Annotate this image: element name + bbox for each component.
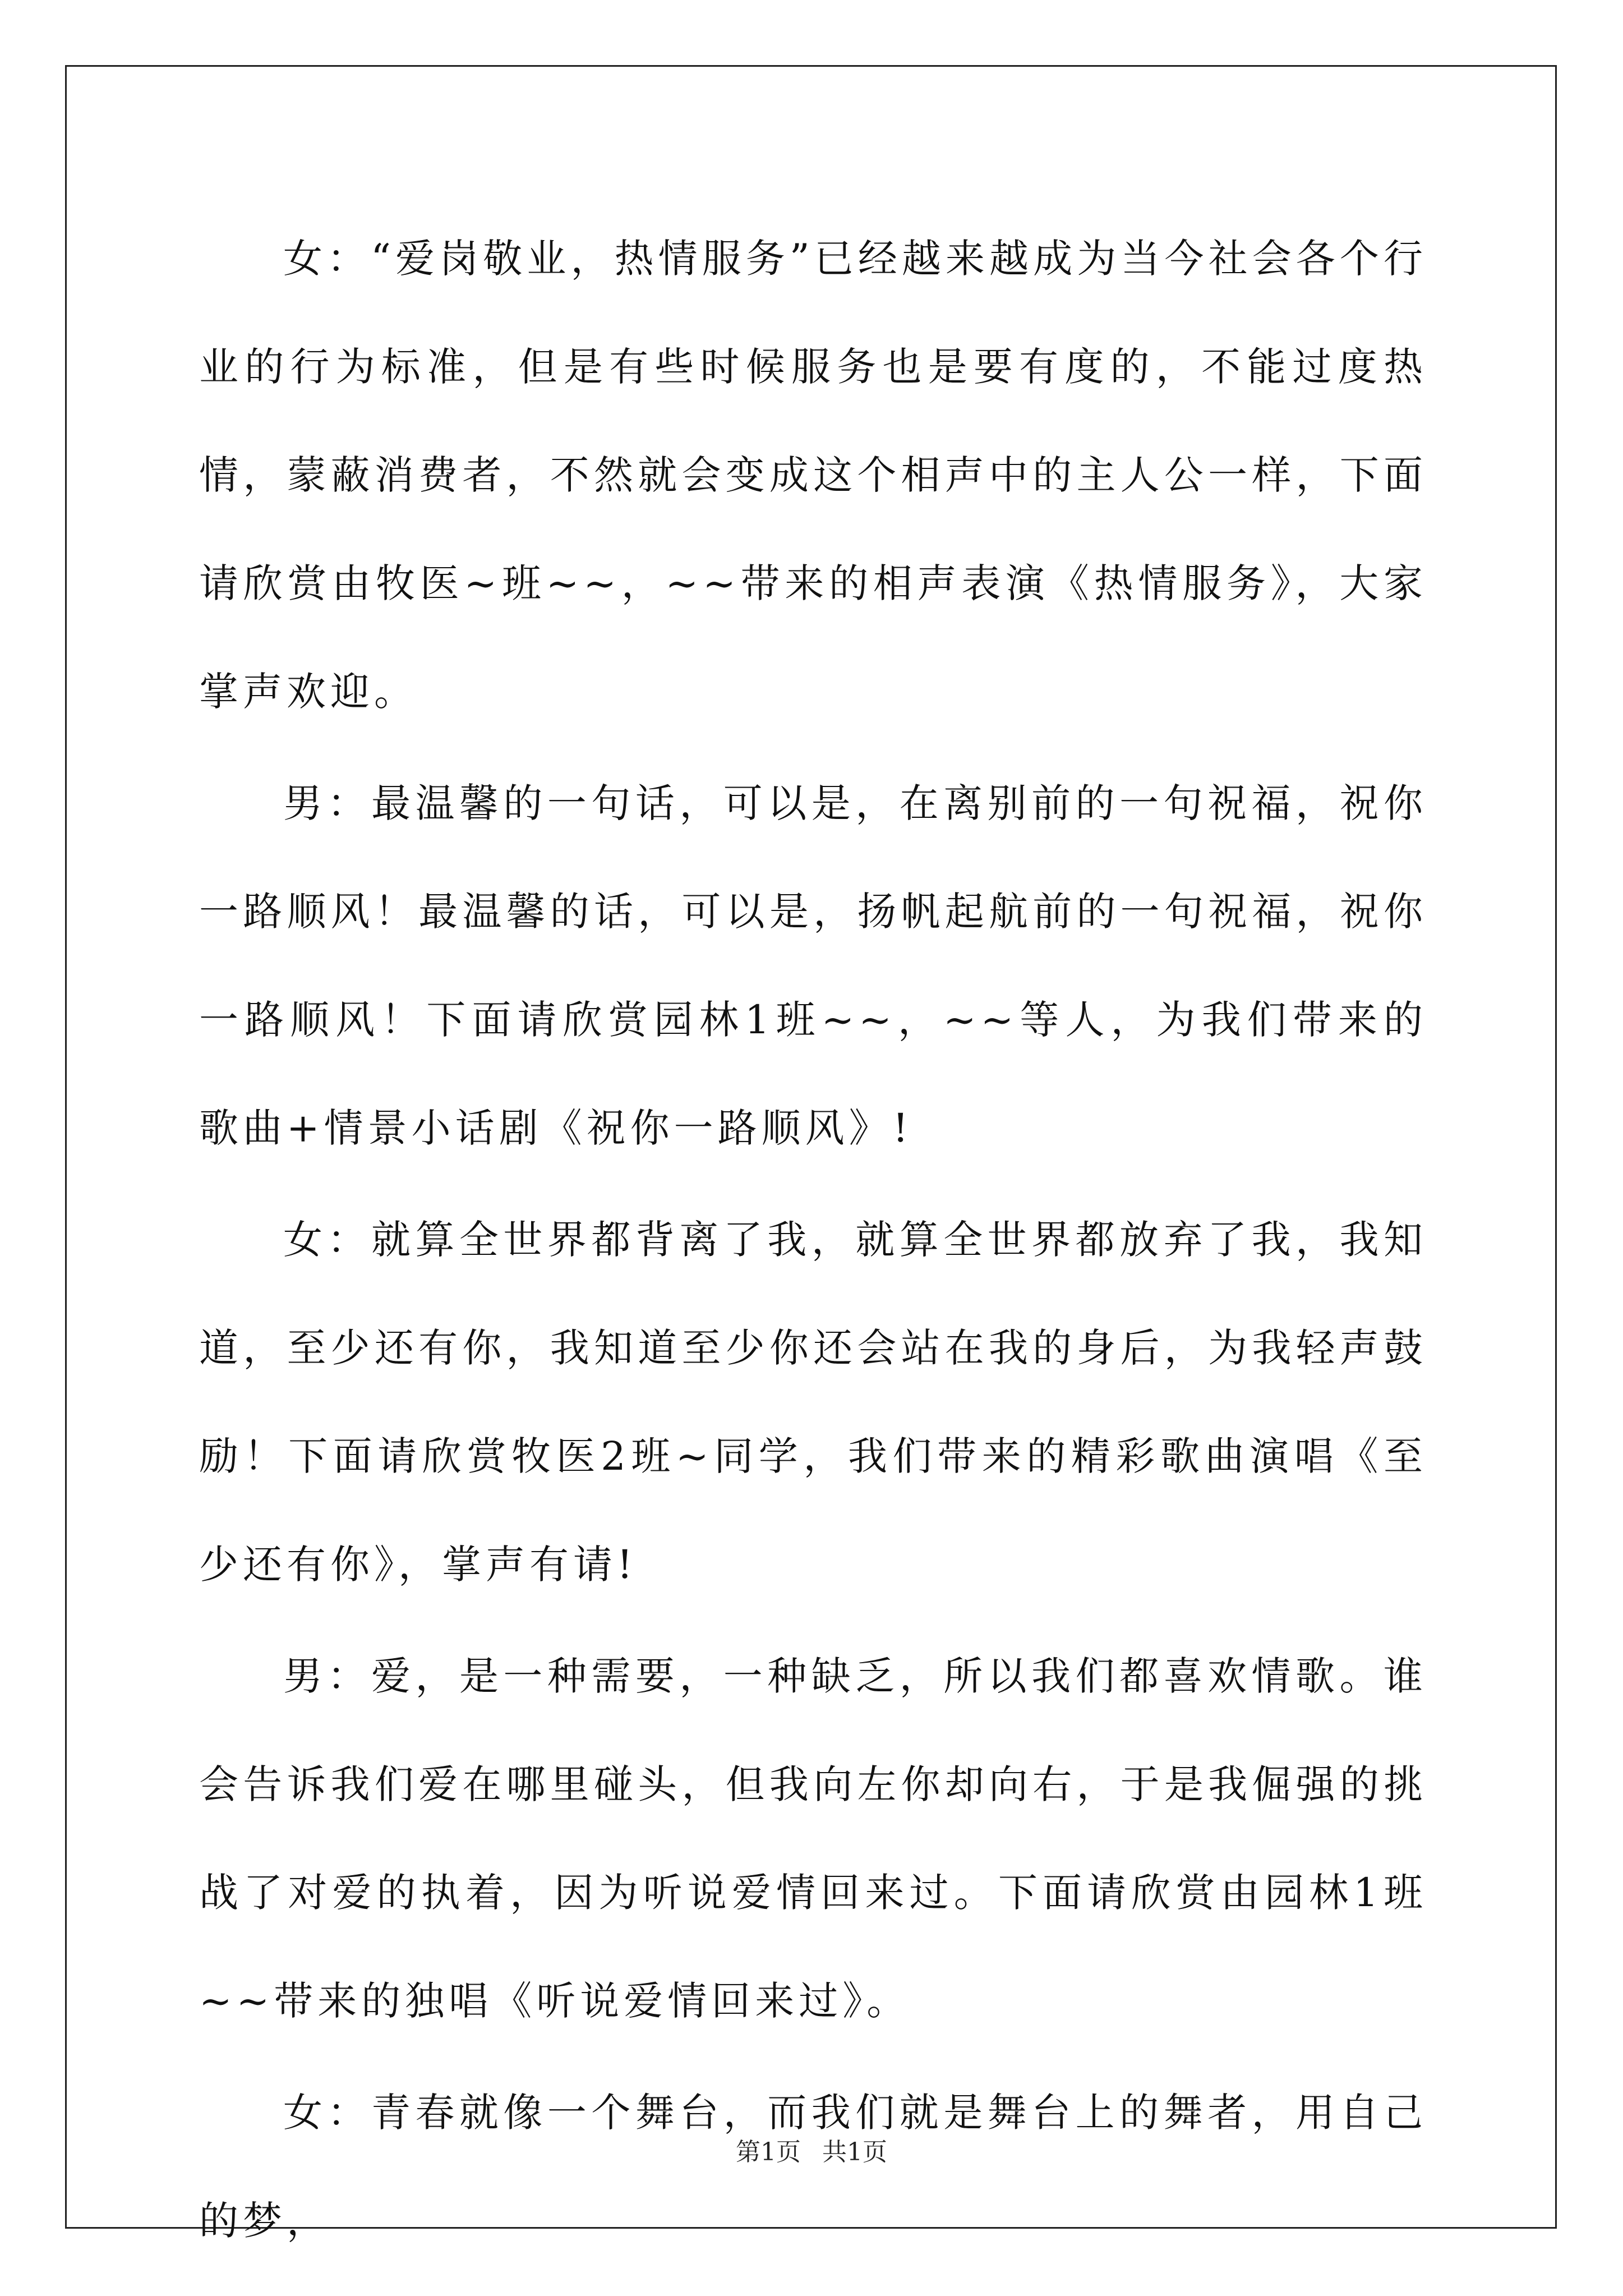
paragraph-1: 女：“爱岗敬业，热情服务”已经越来越成为当今社会各个行业的行为标准，但是有些时候服务也是要有度的，不能过度热情，蒙蔽消费者，不然就会变成这个相声中的主人公一样，下面请欣赏由牧医~班~~，~~带来的相声表演《热情服务》，大家掌声欢迎。 <box>199 236 1427 715</box>
page-number: 第1页 <box>736 2138 801 2166</box>
document-body <box>199 205 1427 2279</box>
page-footer <box>0 2132 1623 2168</box>
paragraph-5: 女：青春就像一个舞台，而我们就是舞台上的舞者，用自己的梦， <box>199 2090 1427 2244</box>
paragraph-3: 女：就算全世界都背离了我，就算全世界都放弃了我，我知道，至少还有你，我知道至少你还会站在我的身后，为我轻声鼓励！下面请欣赏牧医2班~同学，我们带来的精彩歌曲演唱《至少还有你》，掌声有请! <box>199 1217 1427 1588</box>
page-total: 共1页 <box>822 2138 887 2166</box>
paragraph-4: 男：爱，是一种需要，一种缺乏，所以我们都喜欢情歌。谁会告诉我们爱在哪里碰头，但我向左你却向右，于是我倔强的挑战了对爱的执着，因为听说爱情回来过。下面请欣赏由园林1班~~带来的独唱《听说爱情回来过》。 <box>199 1653 1427 2024</box>
paragraph-2: 男：最温馨的一句话，可以是，在离别前的一句祝福，祝你一路顺风！最温馨的话，可以是，扬帆起航前的一句祝福，祝你一路顺风！下面请欣赏园林1班~~，~~等人，为我们带来的歌曲+情景小话剧《祝你一路顺风》! <box>199 780 1427 1151</box>
